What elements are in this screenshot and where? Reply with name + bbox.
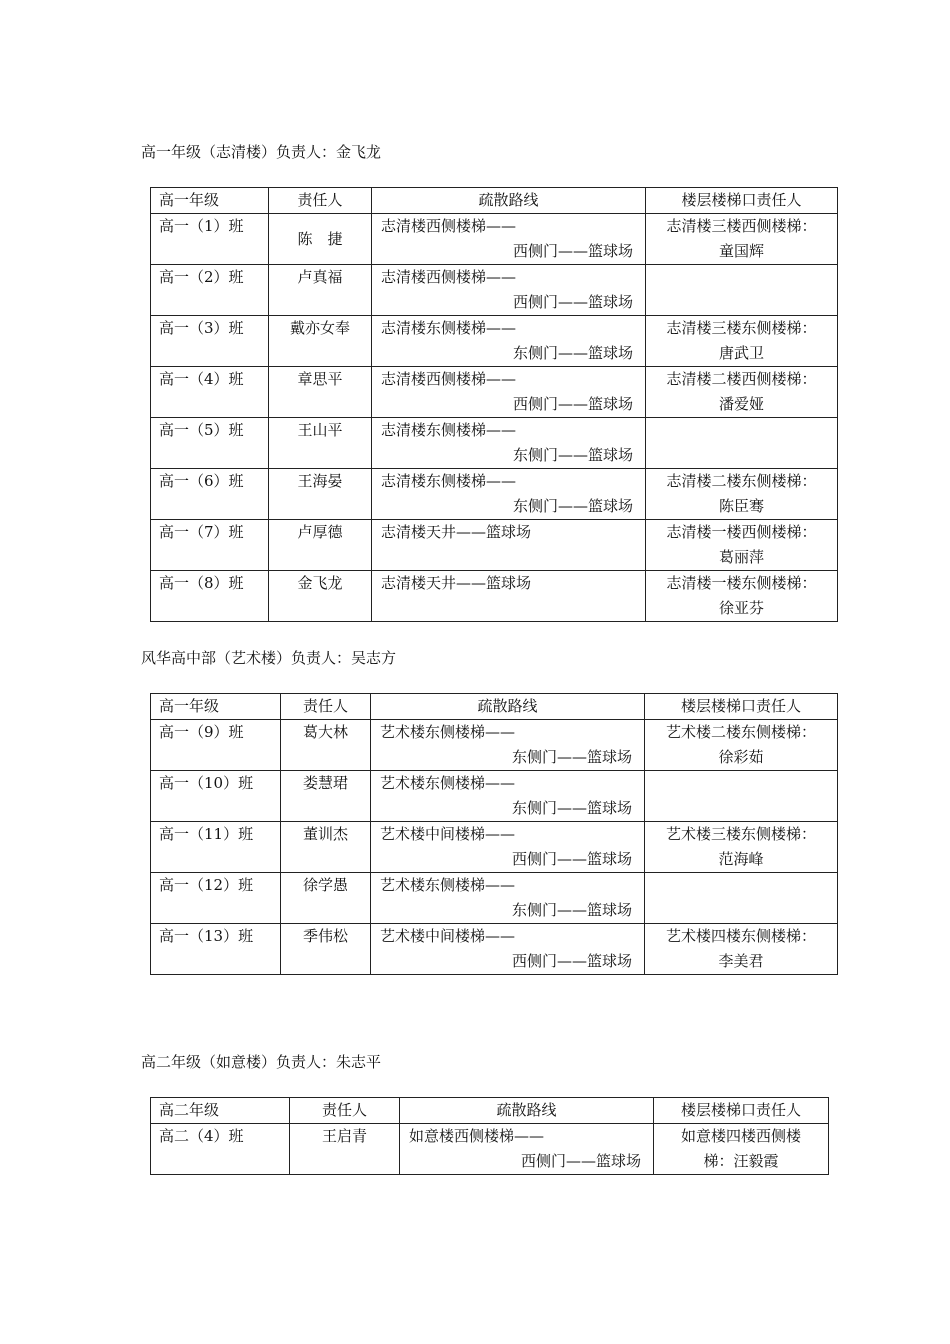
- table-row: [151, 1124, 829, 1175]
- stair-responsible: [646, 469, 838, 520]
- header-person: 责任人: [269, 188, 372, 214]
- class-name: 高一（11）班: [151, 822, 281, 873]
- evacuation-route: [372, 418, 646, 469]
- stair-person: 梯：汪毅霞: [703, 1152, 779, 1170]
- stair-location: 艺术楼三楼东侧楼梯：: [665, 825, 816, 843]
- class-name: 高一（2）班: [151, 265, 269, 316]
- class-name: 高一（9）班: [151, 720, 281, 771]
- responsible-person: 卢厚德: [269, 520, 372, 571]
- stair-person: 范海峰: [718, 850, 764, 868]
- stair-responsible: [645, 771, 838, 822]
- header-person: 责任人: [290, 1098, 400, 1124]
- class-name: 高一（13）班: [151, 924, 281, 975]
- table-row: [151, 367, 838, 418]
- route-line-1: 志清楼东侧楼梯——: [381, 472, 517, 490]
- stair-person: 童国辉: [718, 242, 764, 260]
- table-row: [151, 720, 838, 771]
- table-row: [151, 469, 838, 520]
- responsible-person: 金飞龙: [269, 571, 372, 622]
- class-name: 高一（5）班: [151, 418, 269, 469]
- table-row: [151, 214, 838, 265]
- class-name: 高一（6）班: [151, 469, 269, 520]
- class-name: 高二（4）班: [151, 1124, 290, 1175]
- route-line-1: 志清楼西侧楼梯——: [381, 370, 517, 388]
- stair-responsible: [646, 265, 838, 316]
- responsible-person: 卢真福: [269, 265, 372, 316]
- evacuation-table-2: [150, 693, 838, 975]
- evacuation-route: [371, 873, 645, 924]
- responsible-person: 陈 捷: [269, 214, 372, 265]
- route-line-1: 志清楼东侧楼梯——: [381, 319, 517, 337]
- evacuation-route: [372, 214, 646, 265]
- class-name: 高一（7）班: [151, 520, 269, 571]
- table-row: [151, 418, 838, 469]
- evacuation-route: [372, 520, 646, 571]
- route-line-1: 艺术楼中间楼梯——: [380, 927, 516, 945]
- route-line-1: 艺术楼中间楼梯——: [380, 825, 516, 843]
- route-line-2: 东侧门——篮球场: [512, 497, 633, 515]
- table-row: [151, 822, 838, 873]
- stair-person: 潘爱娅: [718, 395, 764, 413]
- responsible-person: 王海晏: [269, 469, 372, 520]
- table-row: [151, 316, 838, 367]
- evacuation-route: [400, 1124, 654, 1175]
- evacuation-route: [372, 469, 646, 520]
- stair-person: 李美君: [718, 952, 764, 970]
- responsible-person: 季伟松: [281, 924, 371, 975]
- header-stair-responsible: 楼层楼梯口责任人: [645, 694, 838, 720]
- header-stair-responsible: 楼层楼梯口责任人: [654, 1098, 829, 1124]
- evacuation-route: [371, 924, 645, 975]
- class-name: 高一（10）班: [151, 771, 281, 822]
- class-name: 高一（4）班: [151, 367, 269, 418]
- header-row: [151, 694, 838, 720]
- header-grade: 高二年级: [151, 1098, 290, 1124]
- responsible-person: 徐学愚: [281, 873, 371, 924]
- route-line-2: 东侧门——篮球场: [512, 344, 633, 362]
- stair-responsible: [654, 1124, 829, 1175]
- header-row: [151, 188, 838, 214]
- stair-location: 志清楼一楼西侧楼梯：: [666, 523, 817, 541]
- stair-person: 葛丽萍: [718, 548, 764, 566]
- evacuation-route: [371, 771, 645, 822]
- route-line-1: 志清楼西侧楼梯——: [381, 217, 517, 235]
- route-line-2: 西侧门——篮球场: [512, 242, 633, 260]
- class-name: 高一（12）班: [151, 873, 281, 924]
- evacuation-route: [372, 316, 646, 367]
- stair-location: 艺术楼二楼东侧楼梯：: [665, 723, 816, 741]
- stair-location: 志清楼二楼西侧楼梯：: [666, 370, 817, 388]
- class-name: 高一（3）班: [151, 316, 269, 367]
- stair-responsible: [646, 214, 838, 265]
- route-line-1: 志清楼天井——篮球场: [381, 574, 532, 592]
- stair-responsible: [645, 873, 838, 924]
- stair-responsible: [646, 418, 838, 469]
- stair-responsible: [646, 316, 838, 367]
- route-line-2: 东侧门——篮球场: [511, 748, 632, 766]
- route-line-2: 东侧门——篮球场: [511, 901, 632, 919]
- class-name: 高一（1）班: [151, 214, 269, 265]
- route-line-1: 艺术楼东侧楼梯——: [380, 723, 516, 741]
- stair-location: 志清楼一楼东侧楼梯：: [666, 574, 817, 592]
- section-heading-3: 高二年级（如意楼）负责人：朱志平: [141, 1053, 382, 1071]
- stair-location: 志清楼三楼西侧楼梯：: [666, 217, 817, 235]
- responsible-person: 王山平: [269, 418, 372, 469]
- evacuation-route: [372, 571, 646, 622]
- header-person: 责任人: [281, 694, 371, 720]
- route-line-2: 西侧门——篮球场: [511, 850, 632, 868]
- header-stair-responsible: 楼层楼梯口责任人: [646, 188, 838, 214]
- route-line-2: 西侧门——篮球场: [511, 952, 632, 970]
- table-row: [151, 571, 838, 622]
- stair-responsible: [646, 520, 838, 571]
- route-line-1: 如意楼西侧楼梯——: [409, 1127, 545, 1145]
- stair-location: 志清楼二楼东侧楼梯：: [666, 472, 817, 490]
- route-line-1: 志清楼西侧楼梯——: [381, 268, 517, 286]
- header-row: [151, 1098, 829, 1124]
- evacuation-route: [371, 720, 645, 771]
- stair-location: 志清楼三楼东侧楼梯：: [666, 319, 817, 337]
- responsible-person: 章思平: [269, 367, 372, 418]
- route-line-2: 西侧门——篮球场: [512, 395, 633, 413]
- responsible-person: 娄慧珺: [281, 771, 371, 822]
- route-line-1: 艺术楼东侧楼梯——: [380, 876, 516, 894]
- class-name: 高一（8）班: [151, 571, 269, 622]
- route-line-1: 艺术楼东侧楼梯——: [380, 774, 516, 792]
- section-heading-2: 风华高中部（艺术楼）负责人：吴志方: [141, 649, 397, 667]
- evacuation-route: [372, 265, 646, 316]
- stair-person: 徐彩茹: [718, 748, 764, 766]
- table-row: [151, 520, 838, 571]
- table-row: [151, 771, 838, 822]
- responsible-person: 葛大林: [281, 720, 371, 771]
- evacuation-route: [372, 367, 646, 418]
- route-line-2: 西侧门——篮球场: [512, 293, 633, 311]
- stair-responsible: [645, 822, 838, 873]
- evacuation-table-3: [150, 1097, 829, 1175]
- stair-location: 如意楼四楼西侧楼: [680, 1127, 801, 1145]
- route-line-2: 西侧门——篮球场: [520, 1152, 641, 1170]
- stair-responsible: [645, 720, 838, 771]
- evacuation-route: [371, 822, 645, 873]
- header-route: 疏散路线: [400, 1098, 654, 1124]
- header-route: 疏散路线: [371, 694, 645, 720]
- table-row: [151, 265, 838, 316]
- route-line-1: 志清楼东侧楼梯——: [381, 421, 517, 439]
- header-route: 疏散路线: [372, 188, 646, 214]
- stair-person: 陈臣骞: [718, 497, 764, 515]
- responsible-person: 董训杰: [281, 822, 371, 873]
- section-heading-1: 高一年级（志清楼）负责人：金飞龙: [141, 143, 382, 161]
- stair-responsible: [646, 367, 838, 418]
- stair-person: 徐亚芬: [718, 599, 764, 617]
- stair-responsible: [645, 924, 838, 975]
- route-line-2: 东侧门——篮球场: [512, 446, 633, 464]
- stair-location: 艺术楼四楼东侧楼梯：: [665, 927, 816, 945]
- route-line-2: 东侧门——篮球场: [511, 799, 632, 817]
- route-line-1: 志清楼天井——篮球场: [381, 523, 532, 541]
- responsible-person: 戴亦女奉: [269, 316, 372, 367]
- stair-responsible: [646, 571, 838, 622]
- table-row: [151, 924, 838, 975]
- table-row: [151, 873, 838, 924]
- header-grade: 高一年级: [151, 188, 269, 214]
- stair-person: 唐武卫: [718, 344, 764, 362]
- responsible-person: 王启青: [290, 1124, 400, 1175]
- header-grade: 高一年级: [151, 694, 281, 720]
- evacuation-table-1: [150, 187, 838, 622]
